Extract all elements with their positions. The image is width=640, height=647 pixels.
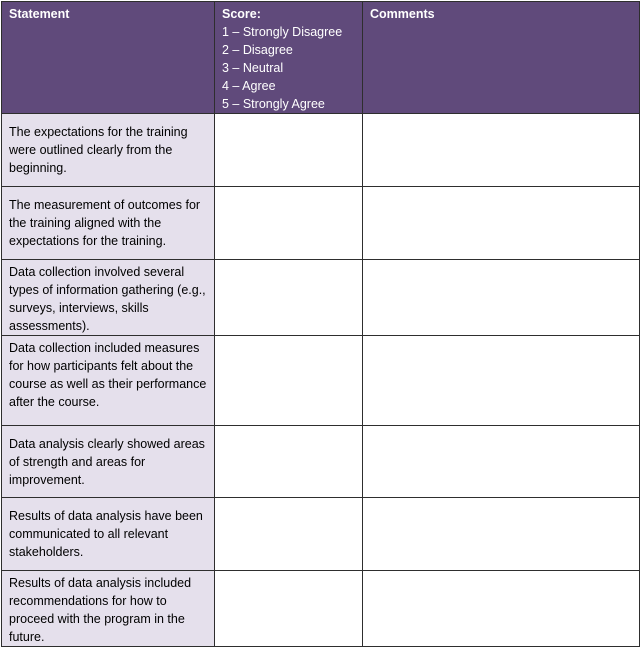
- table-row: [2, 336, 640, 426]
- statement-header-label: Statement: [9, 7, 70, 21]
- statement-cell: [2, 114, 215, 187]
- statement-cell: [2, 498, 215, 571]
- score-scale-2: 2 – Disagree: [222, 43, 293, 57]
- table-row: [2, 426, 640, 498]
- table-row: [2, 187, 640, 260]
- score-cell[interactable]: [215, 187, 363, 260]
- statement-text: Results of data analysis have been communicated to all relevant stakeholders.: [9, 509, 203, 559]
- score-column-header: [215, 2, 363, 114]
- comments-column-header: [363, 2, 640, 114]
- statement-cell: [2, 336, 215, 426]
- statement-column-header: [2, 2, 215, 114]
- table-row: [2, 114, 640, 187]
- comments-cell[interactable]: [363, 187, 640, 260]
- statement-text: Results of data analysis included recommendations for how to proceed with the program in the future.: [9, 576, 192, 644]
- header-row: [2, 2, 640, 114]
- statement-text: Data collection involved several types of information gathering (e.g., surveys, interviews, skills assessments).: [9, 265, 206, 333]
- evaluation-table: [1, 1, 640, 647]
- statement-text: Data analysis clearly showed areas of strength and areas for improvement.: [9, 437, 205, 487]
- score-cell[interactable]: [215, 426, 363, 498]
- score-cell[interactable]: [215, 114, 363, 187]
- score-scale-4: 4 – Agree: [222, 79, 276, 93]
- score-scale-5: 5 – Strongly Agree: [222, 97, 325, 111]
- statement-text: The expectations for the training were outlined clearly from the beginning.: [9, 125, 188, 175]
- table-row: [2, 498, 640, 571]
- comments-cell[interactable]: [363, 571, 640, 647]
- score-scale-3: 3 – Neutral: [222, 61, 284, 75]
- statement-cell: [2, 260, 215, 336]
- comments-cell[interactable]: [363, 114, 640, 187]
- score-cell[interactable]: [215, 571, 363, 647]
- comments-header-label: Comments: [370, 7, 435, 21]
- score-cell[interactable]: [215, 260, 363, 336]
- score-cell[interactable]: [215, 336, 363, 426]
- statement-cell: [2, 571, 215, 647]
- comments-cell[interactable]: [363, 498, 640, 571]
- table-row: [2, 260, 640, 336]
- statement-cell: [2, 187, 215, 260]
- comments-cell[interactable]: [363, 336, 640, 426]
- statement-text: Data collection included measures for how participants felt about the course as well as their performance after the course.: [9, 341, 207, 409]
- statement-text: The measurement of outcomes for the training aligned with the expectations for the training.: [9, 198, 201, 248]
- score-scale-1: 1 – Strongly Disagree: [222, 25, 343, 39]
- score-cell[interactable]: [215, 498, 363, 571]
- score-header-label: Score:: [222, 7, 261, 21]
- statement-cell: [2, 426, 215, 498]
- comments-cell[interactable]: [363, 426, 640, 498]
- table-row: [2, 571, 640, 647]
- comments-cell[interactable]: [363, 260, 640, 336]
